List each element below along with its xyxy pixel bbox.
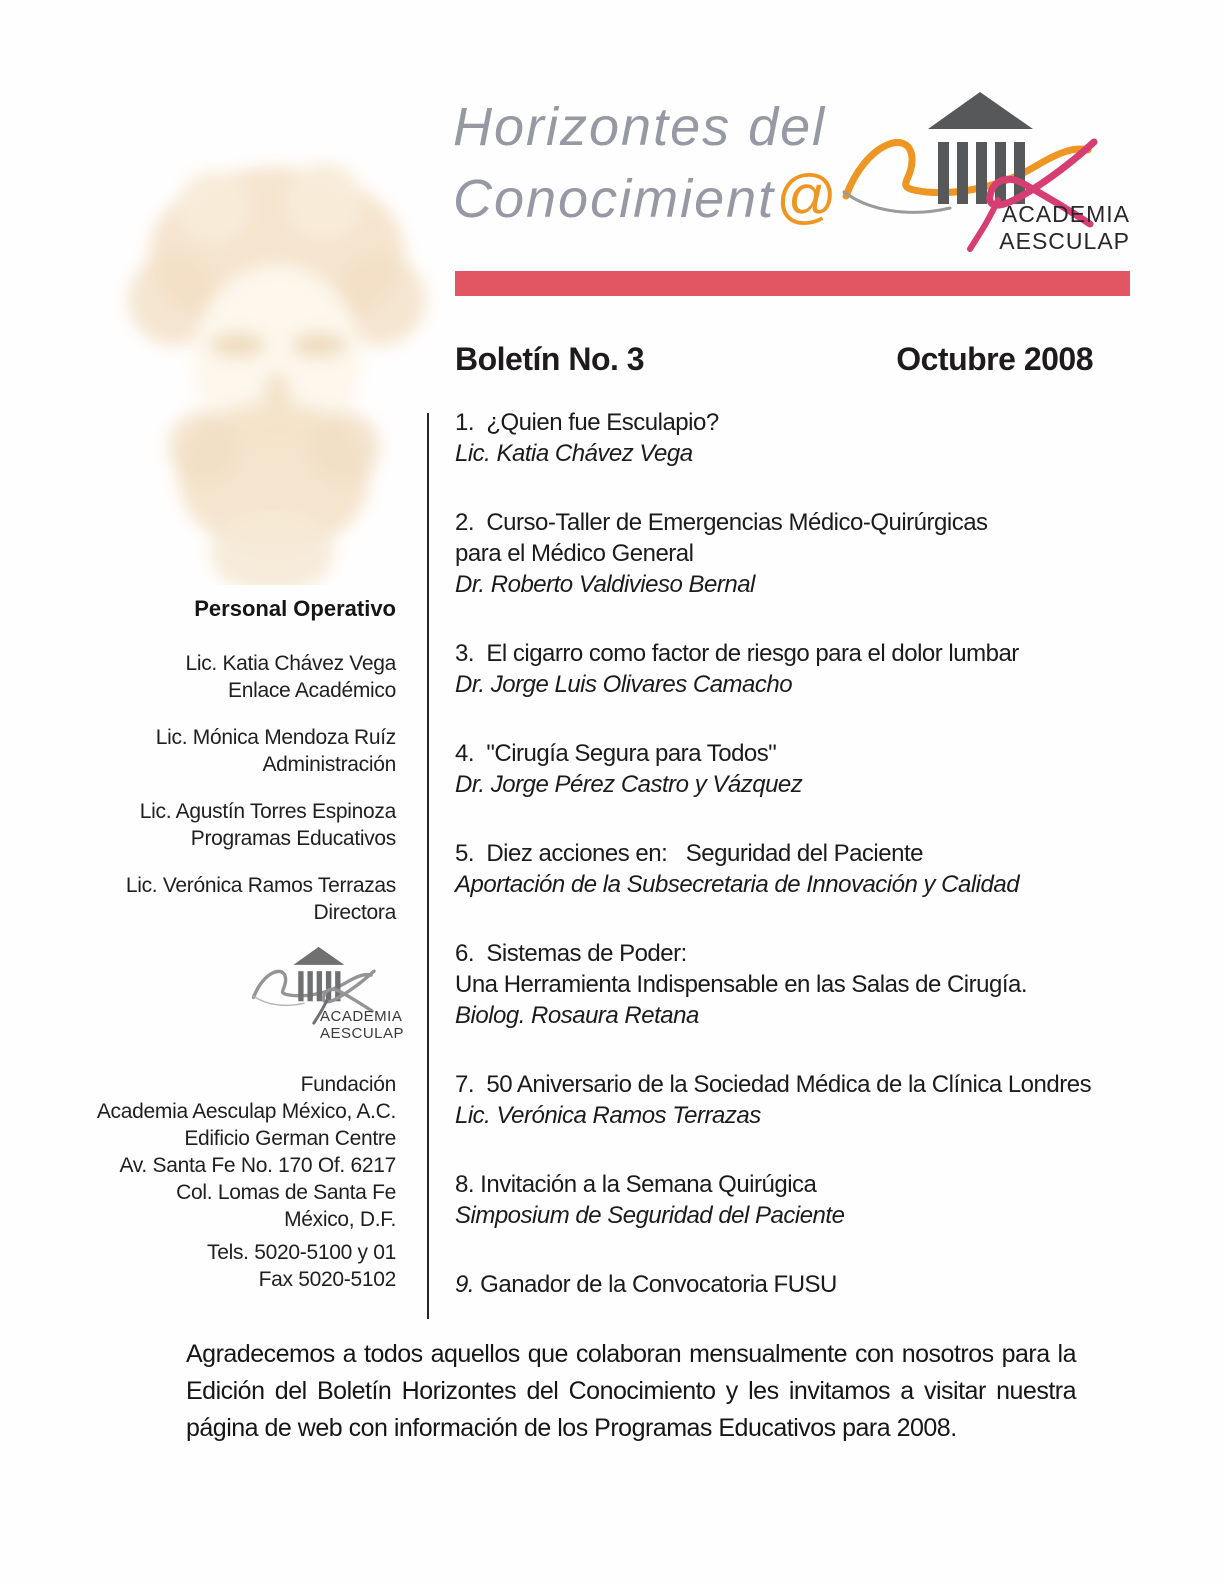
sidebar-brand-line1: ACADEMIA — [320, 1008, 403, 1025]
toc-item-author: Dr. Jorge Pérez Castro y Vázquez — [455, 771, 803, 798]
toc-item-title: para el Médico General — [455, 540, 694, 567]
toc-list — [455, 407, 1161, 1338]
toc-item-title: 3. El cigarro como factor de riesgo para el dolor lumbar — [455, 640, 1019, 667]
person-role: Enlace Académico — [228, 679, 396, 702]
toc-item — [455, 1169, 1161, 1231]
toc-item-author: Aportación de la Subsecretaria de Innovación y Calidad — [455, 871, 1020, 898]
address-line: Col. Lomas de Santa Fe — [176, 1181, 396, 1204]
address-line: Fundación — [300, 1073, 396, 1096]
phone-line: Tels. 5020-5100 y 01 — [207, 1241, 396, 1264]
academia-aesculap-logo — [838, 84, 1140, 259]
phone-block — [95, 1239, 396, 1293]
toc-item-title: 9. Ganador de la Convocatoria FUSU — [455, 1271, 837, 1298]
address-block — [95, 1071, 396, 1233]
toc-item — [455, 638, 1161, 700]
vertical-divider — [427, 413, 429, 1319]
toc-item-title: Una Herramienta Indispensable en las Salas de Cirugía. — [455, 971, 1028, 998]
toc-item-title: 4. "Cirugía Segura para Todos" — [455, 740, 777, 767]
sidebar-personnel — [95, 596, 396, 946]
toc-item-title: 7. 50 Aniversario de la Sociedad Médica de la Clínica Londres — [455, 1071, 1092, 1098]
sidebar-heading: Personal Operativo — [194, 596, 396, 621]
sidebar-brand-text — [320, 1008, 410, 1042]
sidebar-person — [95, 798, 396, 852]
brand-text — [999, 201, 1130, 255]
person-name: Lic. Agustín Torres Espinoza — [139, 800, 396, 823]
toc-item — [455, 407, 1161, 469]
toc-item — [455, 1269, 1161, 1300]
toc-item-author: Dr. Jorge Luis Olivares Camacho — [455, 671, 793, 698]
person-role: Administración — [262, 753, 396, 776]
at-symbol: @ — [775, 163, 837, 230]
bulletin-heading-row — [455, 341, 1093, 378]
sidebar-person — [95, 872, 396, 926]
toc-item — [455, 1069, 1161, 1131]
address-line: México, D.F. — [284, 1208, 396, 1231]
toc-item-author: Simposium de Seguridad del Paciente — [455, 1202, 845, 1229]
toc-item-title: 8. Invitación a la Semana Quirúgica — [455, 1171, 817, 1198]
sidebar-brand-line2: AESCULAP — [320, 1025, 405, 1042]
sidebar-person — [95, 724, 396, 778]
brand-line2: AESCULAP — [999, 228, 1130, 254]
toc-item-author: Dr. Roberto Valdivieso Bernal — [455, 571, 755, 598]
accent-bar — [455, 271, 1130, 296]
person-role: Directora — [313, 901, 396, 924]
toc-item — [455, 738, 1161, 800]
asclepius-statue-watermark — [92, 145, 442, 585]
toc-item-author: Lic. Verónica Ramos Terrazas — [455, 1102, 761, 1129]
footer-paragraph: Agradecemos a todos aquellos que colaboran mensualmente con nosotros para la Edición del Boletín Horizontes del Conocimiento y les invitamos a visitar nuestra página de web con información de los Programas Educativos para 2008. — [186, 1340, 1076, 1442]
person-role: Programas Educativos — [190, 827, 396, 850]
brand-line1: ACADEMIA — [1001, 201, 1130, 227]
toc-item-author: Lic. Katia Chávez Vega — [455, 440, 693, 467]
toc-item — [455, 838, 1161, 900]
toc-item-title: 2. Curso-Taller de Emergencias Médico-Quirúrgicas — [455, 509, 988, 536]
person-name: Lic. Verónica Ramos Terrazas — [125, 874, 396, 897]
bulletin-date: Octubre 2008 — [896, 341, 1093, 377]
masthead-line2: Conocimient@ — [453, 163, 837, 230]
address-line: Edificio German Centre — [184, 1127, 396, 1150]
toc-item-title: 5. Diez acciones en: Seguridad del Paciente — [455, 840, 923, 867]
toc-item-title: 1. ¿Quien fue Esculapio? — [455, 409, 719, 436]
address-line: Academia Aesculap México, A.C. — [96, 1100, 396, 1123]
address-line: Av. Santa Fe No. 170 Of. 6217 — [119, 1154, 396, 1177]
toc-item — [455, 507, 1161, 600]
sidebar-person — [95, 650, 396, 704]
person-name: Lic. Mónica Mendoza Ruíz — [155, 726, 396, 749]
phone-line: Fax 5020-5102 — [258, 1268, 396, 1291]
toc-item — [455, 938, 1161, 1031]
masthead-line1: Horizontes del — [453, 97, 827, 157]
sidebar-people — [95, 650, 396, 926]
toc-item-title: 6. Sistemas de Poder: — [455, 940, 687, 967]
toc-item-number: 9. — [455, 1271, 475, 1298]
toc-item-author: Biolog. Rosaura Retana — [455, 1002, 699, 1029]
person-name: Lic. Katia Chávez Vega — [185, 652, 396, 675]
bulletin-title: Boletín No. 3 — [455, 341, 645, 377]
